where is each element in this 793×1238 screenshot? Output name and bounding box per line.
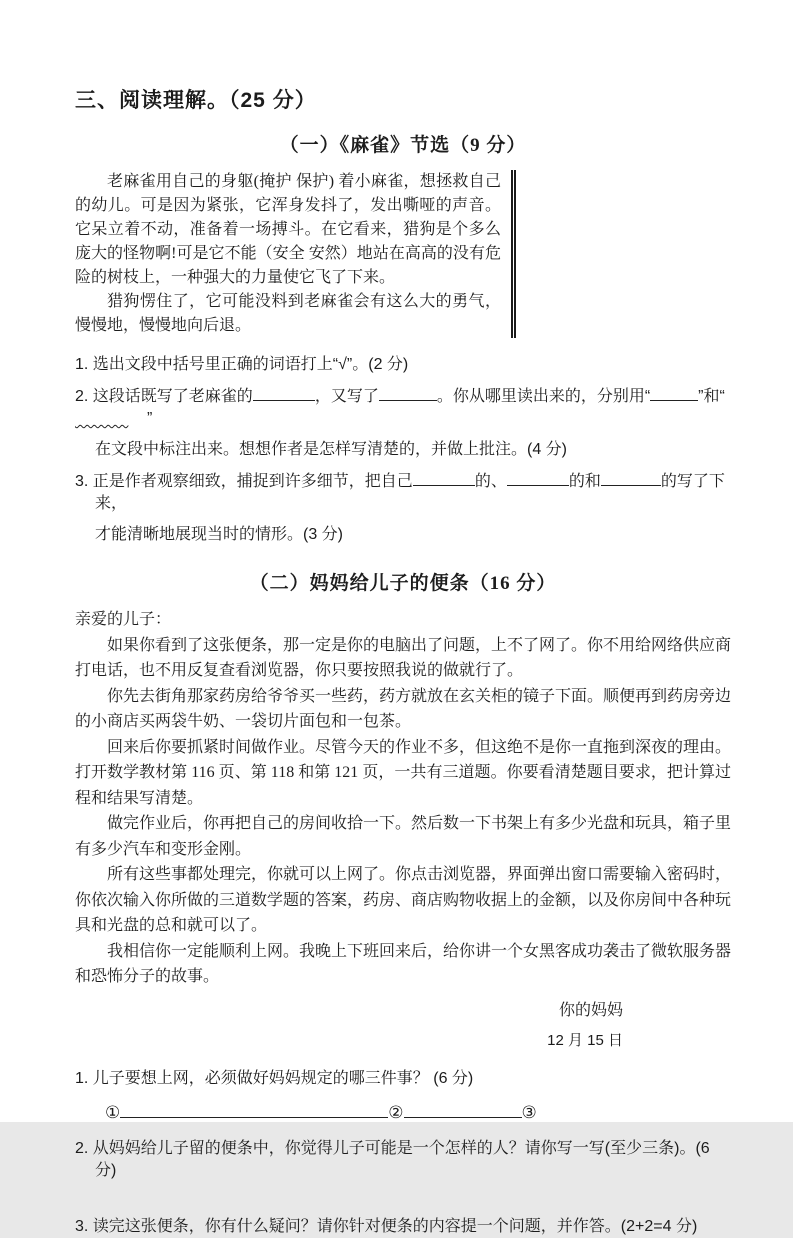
section-heading: 三、阅读理解。（25 分） [75,89,317,112]
part2-questions [75,1068,731,1238]
question-text: 儿子要想上网，必须做好妈妈规定的哪三件事？ (6 分) [92,1069,474,1087]
circled-two: ② [388,1102,404,1122]
question-number: 3. [75,473,89,490]
fill-in-blank [413,470,475,486]
letter-paragraph-1: 如果你看到了这张便条，那一定是你的电脑出了问题，上不了网了。你不用给网络供应商打电话，也不用反复查看浏览器，你只要按照我说的做就行了。 [75,636,732,679]
passage-box [75,170,516,338]
mothers-note [75,607,731,1056]
letter-signature [75,996,731,1056]
part1-title: （一）《麻雀》节选（9 分） [279,135,527,156]
circled-three: ③ [521,1102,537,1122]
part2-title: （二）妈妈给儿子的便条（16 分） [249,573,557,594]
question-text: ” [147,410,153,427]
passage-paragraph-2: 猎狗愣住了，它可能没料到老麻雀会有这么大的勇气，慢慢地，慢慢地向后退。 [75,293,501,334]
question-number: 3. [75,1217,89,1235]
question-number: 1. [75,356,89,373]
passage-paragraph-1: 老麻雀用自己的身躯(掩护 保护) 着小麻雀，想拯救自己的幼儿。可是因为紧张，它浑身发抖了，发出嘶哑的声音。它呆立着不动，准备着一场搏斗。在它看来，猎狗是个多么庞大的怪物啊!可是它不能（安全 安然）地站在高高的没有危险的树枝上，一种强大的力量使它飞了下来。 [75,173,501,286]
part2-question-2 [75,1138,731,1182]
fill-in-blank [120,1099,388,1118]
question-text: 正是作者观察细致，捕捉到许多细节，把自己 [92,473,413,490]
letter-paragraph-6: 我相信你一定能顺利上网。我晚上下班回来后，给你讲一个女黑客成功袭击了微软服务器和恐怖分子的故事。 [75,942,732,985]
question-number: 2. [75,1139,89,1157]
part1-question-1 [75,354,731,376]
part2-question-1 [75,1068,731,1090]
letter-paragraph-4: 做完作业后，你再把自己的房间收拾一下。然后数一下书架上有多少光盘和玩具，箱子里有多少汽车和变形金刚。 [75,815,732,858]
part1-question-2 [75,385,731,430]
fill-in-blank [379,385,437,401]
part1-question-2-line2: 在文段中标注出来。想想作者是怎样写清楚的，并做上批注。(4 分) [95,441,568,458]
part1-question-3-line2: 才能清晰地展现当时的情形。(3 分) [95,526,344,543]
part1-questions [75,354,731,546]
question-text: 的、 [474,473,507,490]
question-text: 。你从哪里读出来的，分别用“ [436,388,651,405]
fill-in-blank [507,470,569,486]
question-number: 1. [75,1069,89,1087]
part2-question-3 [75,1216,731,1238]
question-text: 读完这张便条，你有什么疑问？请你针对便条的内容提一个问题，并作答。(2+2=4 分) [92,1217,698,1235]
part2-q1-answer-line [75,1099,731,1126]
letter-paragraph-2: 你先去街角那家药房给爷爷买一些药，药方就放在玄关柜的镜子下面。顺便再到药房旁边的小商店买两袋牛奶、一袋切片面包和一包茶。 [75,687,732,730]
fill-in-blank [650,385,698,401]
letter-paragraph-5: 所有这些事都处理完，你就可以上网了。你点击浏览器，界面弹出窗口需要输入密码时，你依次输入你所做的三道数学题的答案，药房、商店购物收据上的金额，以及你房间中各种玩具和光盘的总和就可以了。 [75,866,732,934]
question-text: ，又写了 [314,388,379,405]
letter-salutation: 亲爱的儿子： [75,611,172,628]
question-text: ”和“ [698,388,725,405]
question-text: 的写了下来， [95,473,725,512]
letter-date: 12 月 15 日 [547,1031,623,1049]
question-text: 的和 [568,473,601,490]
letter-paragraph-3: 回来后你要抓紧时间做作业。尽管今天的作业不多，但这绝不是你一直拖到深夜的理由。打开数学教材第 116 页、第 118 和第 121 页，一共有三道题。你要看清楚题目要求，把计算过程和结果写清楚。 [75,738,732,807]
question-number: 2. [75,388,89,405]
wavy-underline-blank [95,408,147,423]
fill-in-blank [601,470,661,486]
circled-one: ① [105,1102,121,1122]
question-text: 选出文段中括号里正确的词语打上“√”。(2 分) [92,356,409,373]
question-text: 从妈妈给儿子留的便条中，你觉得儿子可能是一个怎样的人？请你写一写(至少三条)。(6 分) [92,1139,710,1179]
signer-name: 你的妈妈 [558,1001,623,1019]
fill-in-blank [253,385,315,401]
question-text: 这段话既写了老麻雀的 [92,388,253,405]
fill-in-blank [404,1099,522,1118]
part1-question-3 [75,470,731,515]
